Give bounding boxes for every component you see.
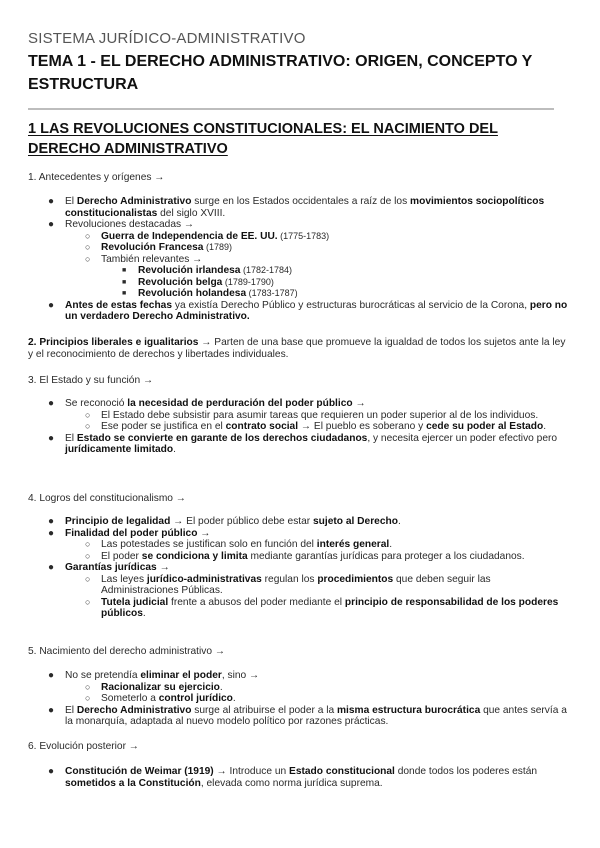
list-estado xyxy=(28,398,568,456)
list-item xyxy=(28,300,568,323)
list-item xyxy=(28,670,568,682)
bullet-disc-icon: ● xyxy=(48,562,55,573)
bullet-disc-icon: ● xyxy=(48,219,55,230)
bold-text: Estado constitucional xyxy=(289,766,395,777)
text: → El pueblo es soberano y xyxy=(298,421,427,432)
bold-text: misma estructura burocrática xyxy=(336,704,481,716)
text: → El poder público debe estar xyxy=(170,516,314,527)
bold-text: Racionalizar su ejercicio xyxy=(101,681,220,693)
bold-text: movimientos sociopolíticos constitucionalistas xyxy=(65,196,545,219)
text: regulan los xyxy=(261,573,318,585)
text: que antes servía a la monarquía, adaptada al nuevo modelo político por razones prácticas. xyxy=(65,704,567,727)
section-title: 1 LAS REVOLUCIONES CONSTITUCIONALES: EL NACIMIENTO DEL DERECHO ADMINISTRATIVO xyxy=(28,121,498,157)
list-item xyxy=(28,219,568,231)
list-item xyxy=(28,421,568,433)
text: El poder xyxy=(101,550,142,562)
list-nacimiento xyxy=(28,670,568,728)
bullet-disc-icon: ● xyxy=(48,527,55,539)
text: ya existía Derecho Público y estructuras burocráticas al servicio de la Corona, xyxy=(172,299,530,311)
list-item xyxy=(28,433,568,456)
list-evolucion xyxy=(28,766,568,789)
text: El xyxy=(65,432,77,444)
text: (1789) xyxy=(203,242,233,252)
bold-text: sometidos a la Constitución xyxy=(65,777,201,789)
bold-text: jurídico-administrativas xyxy=(146,573,262,585)
list-item xyxy=(28,231,568,243)
list-item xyxy=(28,528,568,540)
bold-text: Revolución Francesa xyxy=(101,242,204,253)
text: . xyxy=(219,681,223,693)
bold-text: se condiciona y limita xyxy=(141,550,248,562)
bullet-circle-icon: ○ xyxy=(85,693,91,703)
text: , elevada como norma jurídica suprema. xyxy=(200,777,383,789)
text: . xyxy=(389,539,393,550)
bullet-disc-icon: ● xyxy=(48,766,55,777)
text: El xyxy=(65,196,77,207)
block-estado xyxy=(28,375,568,387)
text: . xyxy=(232,693,236,704)
bullet-disc-icon: ● xyxy=(48,516,55,527)
bold-text: cede su poder al Estado xyxy=(426,421,544,432)
bold-text: jurídicamente limitado xyxy=(65,444,174,455)
list-logros xyxy=(28,516,568,620)
bullet-circle-icon: ○ xyxy=(85,409,91,420)
text: Someterlo a xyxy=(101,693,159,704)
list-item xyxy=(28,705,568,728)
block-evolucion xyxy=(28,741,568,753)
list-item xyxy=(28,398,568,410)
text: surge al atribuirse el poder a la xyxy=(191,704,337,716)
bullet-circle-icon: ○ xyxy=(85,242,91,252)
bold-text: Derecho Administrativo xyxy=(76,704,192,716)
page-title: TEMA 1 - EL DERECHO ADMINISTRATIVO: ORIGEN, CONCEPTO Y ESTRUCTURA xyxy=(28,53,533,93)
text: (1783-1787) xyxy=(246,288,298,298)
heading-estado: 3. El Estado y su función → xyxy=(28,375,154,386)
bullet-disc-icon: ● xyxy=(48,432,55,444)
bullet-circle-icon: ○ xyxy=(85,253,91,264)
block-antecedentes xyxy=(28,172,568,184)
bold-text: Principio de legalidad xyxy=(65,516,171,527)
bold-text: pero no un verdadero Derecho Administrativo. xyxy=(65,299,568,322)
text: . xyxy=(173,444,176,455)
text: → Parten de una base que promueve la igualdad de todos los sujetos ante la ley y el reconocimiento de derechos y libertades individuales. xyxy=(28,337,566,360)
text: Las leyes xyxy=(101,573,147,585)
list-item xyxy=(28,242,568,254)
bold-text: Estado se convierte en garante de los derechos ciudadanos xyxy=(76,432,368,444)
list-item xyxy=(28,574,568,597)
bold-text: principio de responsabilidad de los poderes públicos xyxy=(101,596,559,619)
bullet-circle-icon: ○ xyxy=(85,539,91,549)
text: Las potestades se justifican solo en función del xyxy=(101,539,317,550)
text: → Introduce un xyxy=(213,766,290,777)
text: (1782-1784) xyxy=(240,265,293,275)
bold-text: Guerra de Independencia de EE. UU. xyxy=(101,230,278,242)
heading-antecedentes: 1. Antecedentes y orígenes → xyxy=(28,172,165,183)
bullet-disc-icon: ● xyxy=(48,670,55,681)
bold-text: Revolución irlandesa xyxy=(138,265,241,276)
bold-text: Revolución belga xyxy=(138,276,223,288)
bold-text: interés general xyxy=(316,539,390,550)
list-antecedentes xyxy=(28,196,568,323)
bullet-circle-icon: ○ xyxy=(85,421,91,431)
bullet-square-icon: ■ xyxy=(122,278,127,286)
text: . xyxy=(142,608,146,619)
list-item xyxy=(28,254,568,266)
text: El xyxy=(65,704,77,716)
text: . xyxy=(543,421,547,432)
bold-text: control jurídico xyxy=(158,693,233,704)
text: También relevantes → xyxy=(101,253,203,265)
bullet-square-icon: ■ xyxy=(122,267,127,274)
text: que deben seguir las Administraciones Públicas. xyxy=(101,573,491,596)
text: Ese poder se justifica en el xyxy=(101,421,226,432)
heading-logros: 4. Logros del constitucionalismo → xyxy=(28,493,186,504)
text: frente a abusos del poder mediante el xyxy=(168,596,345,608)
text: El Estado debe subsistir para asumir tareas que requieren un poder superior al de los individuos. xyxy=(101,409,539,421)
bullet-circle-icon: ○ xyxy=(85,681,91,692)
text: → xyxy=(352,398,366,409)
list-item xyxy=(28,196,568,219)
text: (1775-1783) xyxy=(277,230,330,241)
text: surge en los Estados occidentales a raíz de los xyxy=(191,196,411,207)
bold-text: 2. Principios liberales e igualitarios xyxy=(28,337,199,348)
text: (1789-1790) xyxy=(222,276,274,287)
bold-text: Tutela judicial xyxy=(101,596,169,608)
list-item xyxy=(28,288,568,300)
bullet-disc-icon: ● xyxy=(48,398,55,409)
list-item xyxy=(28,539,568,551)
bold-text: Constitución de Weimar (1919) xyxy=(65,766,214,777)
bold-text: Revolución holandesa xyxy=(138,288,247,299)
bold-text: eliminar el poder xyxy=(140,670,222,681)
bullet-disc-icon: ● xyxy=(48,299,55,311)
list-item xyxy=(28,551,568,563)
list-item xyxy=(28,682,568,694)
bullet-disc-icon: ● xyxy=(48,704,55,716)
list-item xyxy=(28,693,568,705)
block-logros xyxy=(28,493,568,505)
heading-nacimiento: 5. Nacimiento del derecho administrativo → xyxy=(28,646,226,657)
list-item xyxy=(28,597,568,620)
bold-text: Garantías jurídicas xyxy=(65,562,157,573)
text: → xyxy=(197,527,211,539)
list-item xyxy=(28,410,568,422)
text: No se pretendía xyxy=(65,670,141,681)
bold-text: Derecho Administrativo xyxy=(76,196,192,207)
text: Revoluciones destacadas → xyxy=(65,219,195,230)
bullet-circle-icon: ○ xyxy=(85,596,91,607)
bullet-circle-icon: ○ xyxy=(85,230,91,241)
subject-label: SISTEMA JURÍDICO-ADMINISTRATIVO xyxy=(28,30,306,47)
text: Se reconoció xyxy=(65,398,128,409)
bold-text: Finalidad del poder público xyxy=(65,527,198,539)
bullet-circle-icon: ○ xyxy=(85,573,91,584)
text: del siglo XVIII. xyxy=(157,207,226,219)
text: . xyxy=(397,516,401,527)
bullet-square-icon: ■ xyxy=(122,290,127,297)
text: mediante garantías jurídicas para proteger a los ciudadanos. xyxy=(247,550,525,562)
bold-text: la necesidad de perduración del poder público xyxy=(127,398,353,409)
block-nacimiento xyxy=(28,646,568,658)
divider xyxy=(28,108,554,110)
list-item xyxy=(28,562,568,574)
bold-text: sujeto al Derecho xyxy=(313,516,398,527)
heading-evolucion: 6. Evolución posterior → xyxy=(28,741,139,752)
text: → xyxy=(156,562,170,573)
bold-text: contrato social xyxy=(225,421,299,432)
text: , y necesita ejercer un poder efectivo pero xyxy=(367,432,558,444)
list-item xyxy=(28,766,568,789)
bold-text: Antes de estas fechas xyxy=(65,299,173,311)
bullet-circle-icon: ○ xyxy=(85,550,91,561)
text: , sino → xyxy=(221,670,260,681)
bold-text: procedimientos xyxy=(317,573,394,585)
list-item xyxy=(28,265,568,277)
list-item xyxy=(28,516,568,528)
paragraph xyxy=(28,337,568,360)
block-principios xyxy=(28,337,568,360)
text: donde todos los poderes están xyxy=(394,766,538,777)
list-item xyxy=(28,277,568,289)
bullet-disc-icon: ● xyxy=(48,196,55,207)
